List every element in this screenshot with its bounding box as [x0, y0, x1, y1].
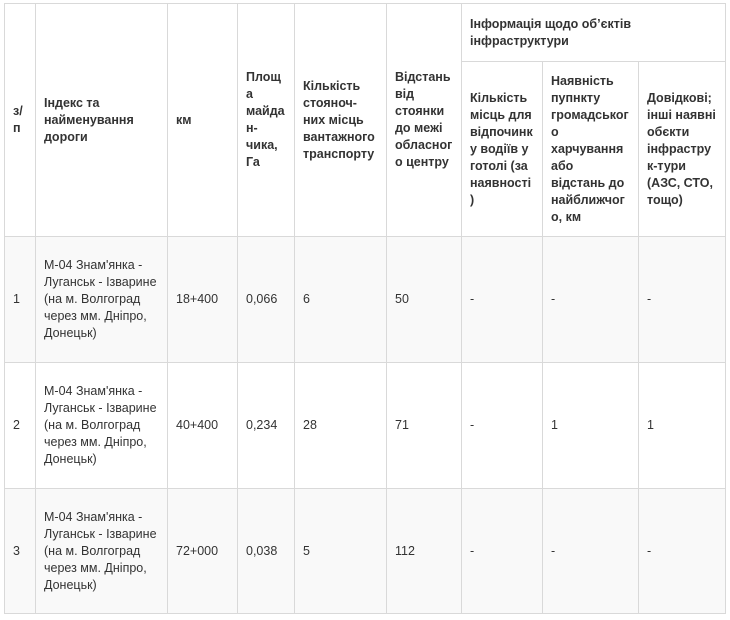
cell-km: 18+400 — [168, 237, 238, 363]
cell-hotel: - — [462, 489, 543, 614]
cell-area: 0,066 — [238, 237, 295, 363]
cell-food: - — [543, 237, 639, 363]
cell-km: 72+000 — [168, 489, 238, 614]
cell-distance: 112 — [387, 489, 462, 614]
cell-road: М-04 Знам'янка - Луганськ - Ізварине (на м. Волгоград через мм. Дніпро, Донецьк) — [36, 237, 168, 363]
header-infrastructure-group: Інформація щодо об’єктів інфраструктури — [462, 4, 726, 62]
header-hotel: Кількість місць для відпочинку водіїв у готолі (за наявності) — [462, 62, 543, 237]
cell-distance: 71 — [387, 363, 462, 489]
header-other: Довідкові; інші наявні обєкти інфраструк-тури (АЗС, СТО, тощо) — [639, 62, 726, 237]
header-distance: Відстань від стоянки до межі обласного центру — [387, 4, 462, 237]
header-km: км — [168, 4, 238, 237]
cell-road: М-04 Знам'янка - Луганськ - Ізварине (на м. Волгоград через мм. Дніпро, Донецьк) — [36, 363, 168, 489]
header-road: Індекс та найменування дороги — [36, 4, 168, 237]
cell-area: 0,234 — [238, 363, 295, 489]
cell-road: М-04 Знам'янка - Луганськ - Ізварине (на м. Волгоград через мм. Дніпро, Донецьк) — [36, 489, 168, 614]
table-row — [5, 363, 726, 489]
header-spaces: Кількість стояноч-них місць вантажного транспорту — [295, 4, 387, 237]
cell-num: 3 — [5, 489, 36, 614]
header-food: Наявність пупнкту громадського харчування або відстань до найближчого, км — [543, 62, 639, 237]
cell-hotel: - — [462, 363, 543, 489]
table-row — [5, 489, 726, 614]
cell-distance: 50 — [387, 237, 462, 363]
cell-other: 1 — [639, 363, 726, 489]
cell-spaces: 28 — [295, 363, 387, 489]
header-num: з/п — [5, 4, 36, 237]
cell-num: 2 — [5, 363, 36, 489]
header-area: Площа майдан-чика, Га — [238, 4, 295, 237]
cell-other: - — [639, 237, 726, 363]
cell-num: 1 — [5, 237, 36, 363]
cell-food: 1 — [543, 363, 639, 489]
cell-spaces: 5 — [295, 489, 387, 614]
cell-km: 40+400 — [168, 363, 238, 489]
cell-area: 0,038 — [238, 489, 295, 614]
cell-other: - — [639, 489, 726, 614]
cell-food: - — [543, 489, 639, 614]
parking-table — [4, 3, 726, 614]
table-row — [5, 237, 726, 363]
cell-hotel: - — [462, 237, 543, 363]
cell-spaces: 6 — [295, 237, 387, 363]
